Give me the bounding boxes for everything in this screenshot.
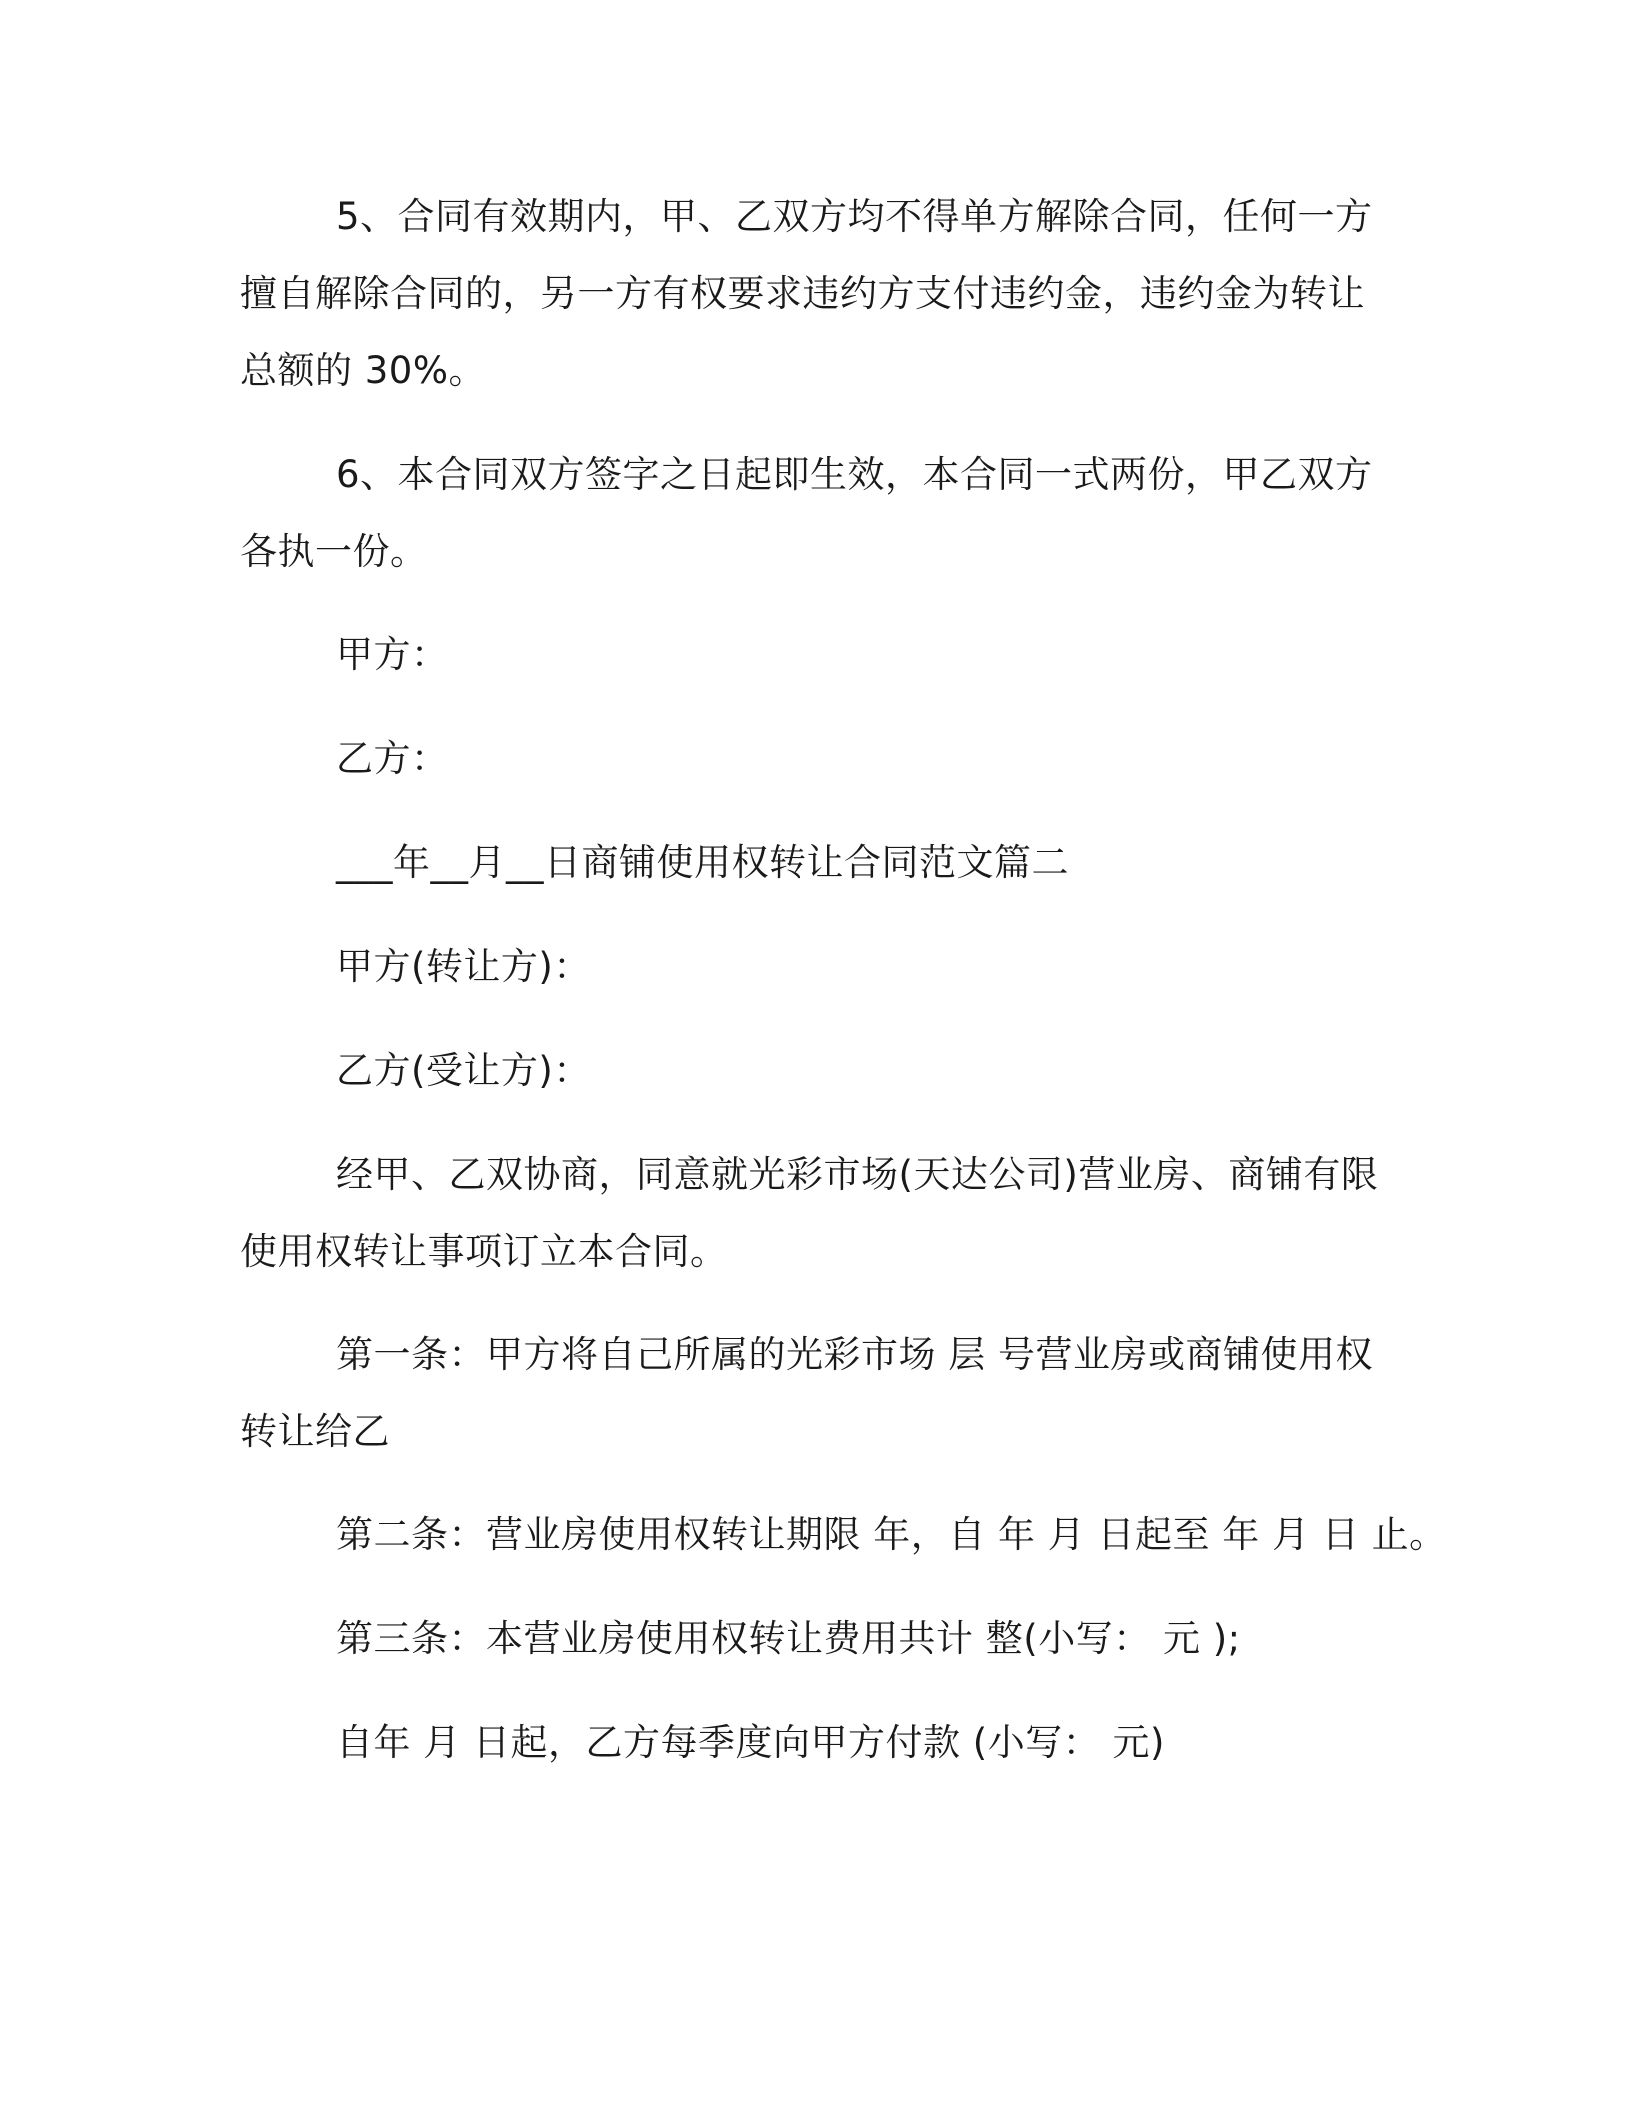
party-a-signature-label: 甲方： [336,633,449,676]
paragraph-payment-schedule: 自年 月 日起，乙方每季度向甲方付款 (小写： 元) [336,1721,1165,1764]
paragraph-preamble: 经甲、乙双协商，同意就光彩市场(天达公司)营业房、商铺有限使用权转让事项订立本合同。 [240,1153,1379,1273]
paragraph-clause-6: 6、本合同双方签字之日起即生效，本合同一式两份，甲乙双方各执一份。 [240,453,1373,573]
paragraph-article-1: 第一条：甲方将自己所属的光彩市场 层 号营业房或商铺使用权转让给乙 [240,1333,1374,1453]
paragraph-article-2: 第二条：营业房使用权转让期限 年，自 年 月 日起至 年 月 日 止。 [336,1513,1447,1556]
paragraph-clause-5: 5、合同有效期内，甲、乙双方均不得单方解除合同，任何一方擅自解除合同的，另一方有权要求违约方支付违约金，违约金为转让总额的 30%。 [240,195,1373,392]
paragraph-article-3: 第三条：本营业房使用权转让费用共计 整(小写： 元 ); [336,1617,1241,1660]
date-and-section-title: ___年__月__日商铺使用权转让合同范文篇二 [336,841,1069,884]
party-a-transferor-label: 甲方(转让方)： [336,945,591,988]
party-b-transferee-label: 乙方(受让方)： [336,1049,591,1092]
party-b-signature-label: 乙方： [336,737,449,780]
